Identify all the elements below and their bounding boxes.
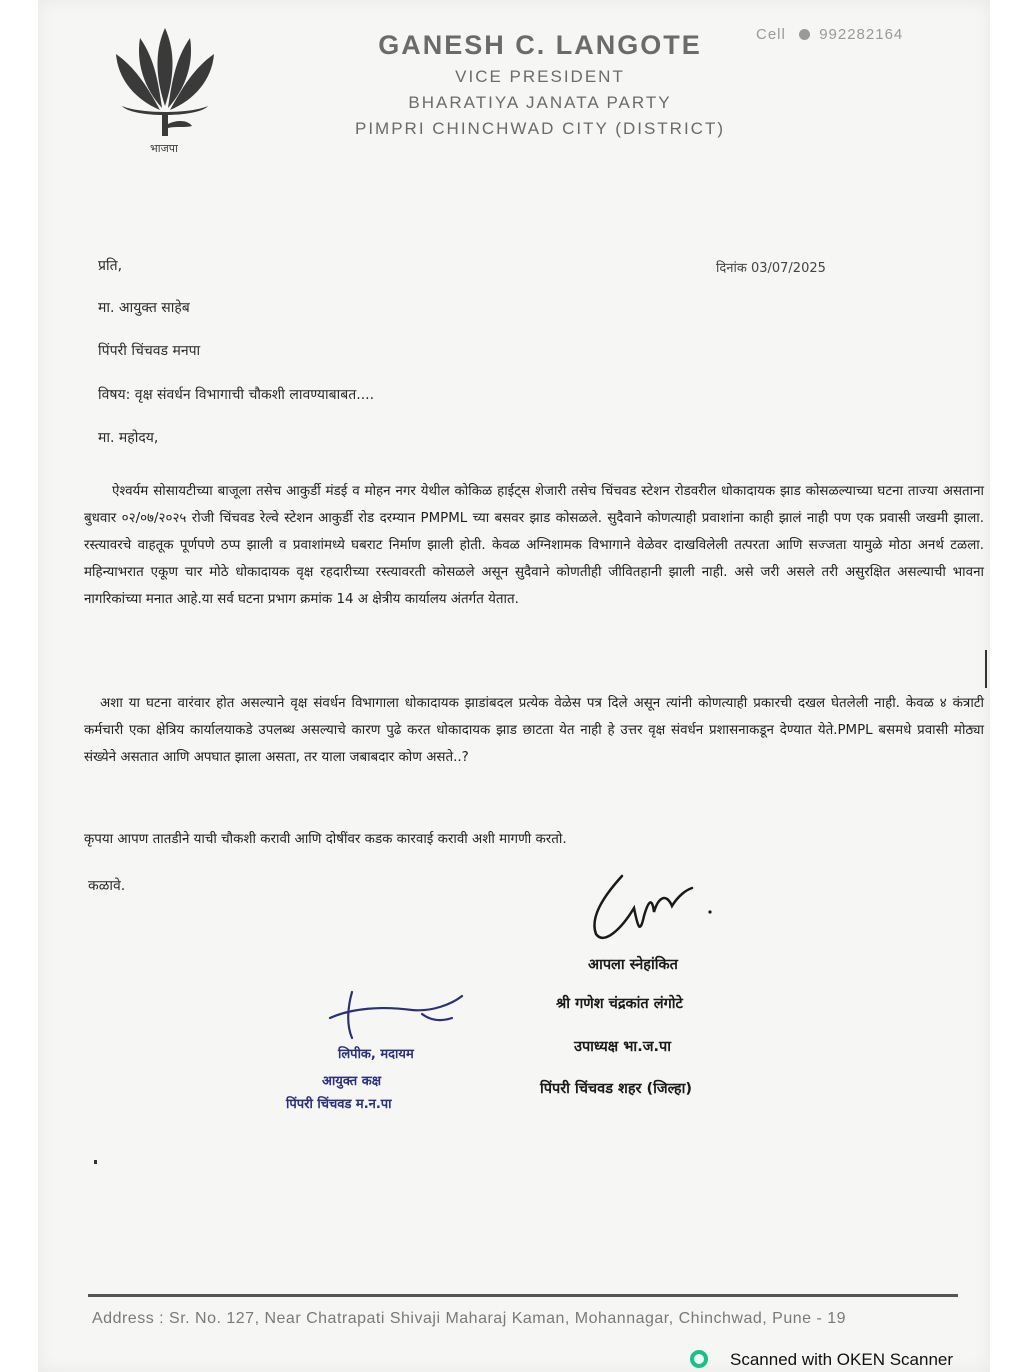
cell-number: 992282164 bbox=[819, 26, 904, 43]
stamp-line2: आयुक्त कक्ष bbox=[322, 1074, 382, 1089]
stray-mark bbox=[94, 1160, 97, 1164]
letterhead bbox=[300, 30, 780, 145]
subject-line: विषय: वृक्ष संवर्धन विभागाची चौकशी लावण्याबाबत.... bbox=[98, 387, 375, 403]
recipient-line2: पिंपरी चिंचवड मनपा bbox=[98, 343, 201, 359]
recipient-line1: मा. आयुक्त साहेब bbox=[98, 300, 190, 316]
footer-address: Address : Sr. No. 127, Near Chatrapati Shivaji Maharaj Kaman, Mohannagar, Chinchwad, Pune - 19 bbox=[92, 1310, 847, 1327]
paragraph-3: कृपया आपण तातडीने याची चौकशी करावी आणि दोषींवर कडक कारवाई करावी अशी मागणी करतो. bbox=[84, 832, 567, 847]
salutation: मा. महोदय, bbox=[98, 430, 159, 446]
closing-word: कळावे. bbox=[88, 878, 126, 894]
logo-text: भाजपा bbox=[150, 142, 178, 155]
phone-icon bbox=[799, 29, 810, 40]
stamp-line3: पिंपरी चिंचवड म.न.पा bbox=[286, 1097, 392, 1112]
scanner-text: Scanned with OKEN Scanner bbox=[730, 1350, 954, 1369]
letter-date: दिनांक 03/07/2025 bbox=[716, 261, 826, 276]
paragraph-1: ऐश्वर्यम सोसायटीच्या बाजूला तसेच आकुर्डी मंडई व मोहन नगर येथील कोकिळ हाईट्स शेजारी तसेच चिंचवड स्टेशन रोडवरील धोकादायक झाड कोसळल्याच्या घटना ताज्या असताना बुधवार ०२/०७/२०२५ रोजी चिंचवड रेल्वे स्टेशन आकुर्डी रोड दरम्यान PMPML च्या बसवर झाड कोसळले. सुदैवाने कोणत्याही प्रवाशांना काही झालं नाही पण एक प्रवासी जखमी झाला. रस्त्यावरचे वाहतूक पूर्णपणे ठप्प झाली व प्रवाशांमध्ये घबराट निर्माण झाली होती. केवळ अग्निशामक विभागाने वेळेवर दाखविलेली तत्परता आणि सज्जता यामुळे मोठा अनर्थ टळला. महिन्याभरात एकूण चार मोठे धोकादायक वृक्ष रहदारीच्या रस्त्यावरती कोसळले असून सुदैवाने कोणतीही जीवितहानी झाली नाही. असे जरी असले तरी असुरक्षित असल्याची भावना नागरिकांच्या मनात आहे.या सर्व घटना प्रभाग क्रमांक 14 अ क्षेत्रीय कार्यालय अंतर्गत येतात. bbox=[84, 484, 984, 607]
to-label: प्रति, bbox=[98, 258, 123, 274]
signatory-city: पिंपरी चिंचवड शहर (जिल्हा) bbox=[540, 1081, 693, 1097]
sender-name: GANESH C. LANGOTE bbox=[378, 30, 702, 60]
lotus-logo-icon bbox=[100, 18, 230, 158]
city-district: PIMPRI CHINCHWAD CITY (DISTRICT) bbox=[355, 119, 725, 138]
margin-mark bbox=[985, 650, 987, 688]
stamp-line1: लिपीक, मदायम bbox=[338, 1047, 414, 1062]
footer-divider bbox=[88, 1294, 958, 1297]
signatory-title: उपाध्यक्ष भा.ज.पा bbox=[574, 1039, 671, 1055]
regards-text: आपला स्नेहांकित bbox=[588, 957, 678, 973]
signatory-name: श्री गणेश चंद्रकांत लंगोटे bbox=[556, 996, 683, 1012]
party-name: BHARATIYA JANATA PARTY bbox=[408, 93, 672, 112]
scanner-watermark bbox=[690, 1350, 953, 1370]
oken-scanner-icon bbox=[690, 1350, 708, 1368]
cell-contact bbox=[756, 26, 903, 43]
sender-designation: VICE PRESIDENT bbox=[455, 67, 625, 86]
paragraph-2: अशा या घटना वारंवार होत असल्याने वृक्ष संवर्धन विभागाला धोकादायक झाडांबदल प्रत्येक वेळेस पत्र दिले असून त्यांनी कोणत्याही प्रकारची दखल घेतलेली नाही. केवळ ४ कंत्राटी कर्मचारी एका क्षेत्रिय कार्यालयाकडे उपलब्ध असल्याचे कारण पुढे करत धोकादायक झाड छाटता येत नाही हे उत्तर वृक्ष संवर्धन प्रशासनाकडून देण्यात येते.PMPL बसमधे प्रवासी मोठ्या संख्येने असतात आणि अपघात झाला असता, तर याला जबाबदार कोण असते..? bbox=[84, 696, 984, 765]
letter-page bbox=[38, 0, 990, 1372]
sender-signature bbox=[582, 868, 722, 948]
cell-label: Cell bbox=[756, 26, 786, 43]
